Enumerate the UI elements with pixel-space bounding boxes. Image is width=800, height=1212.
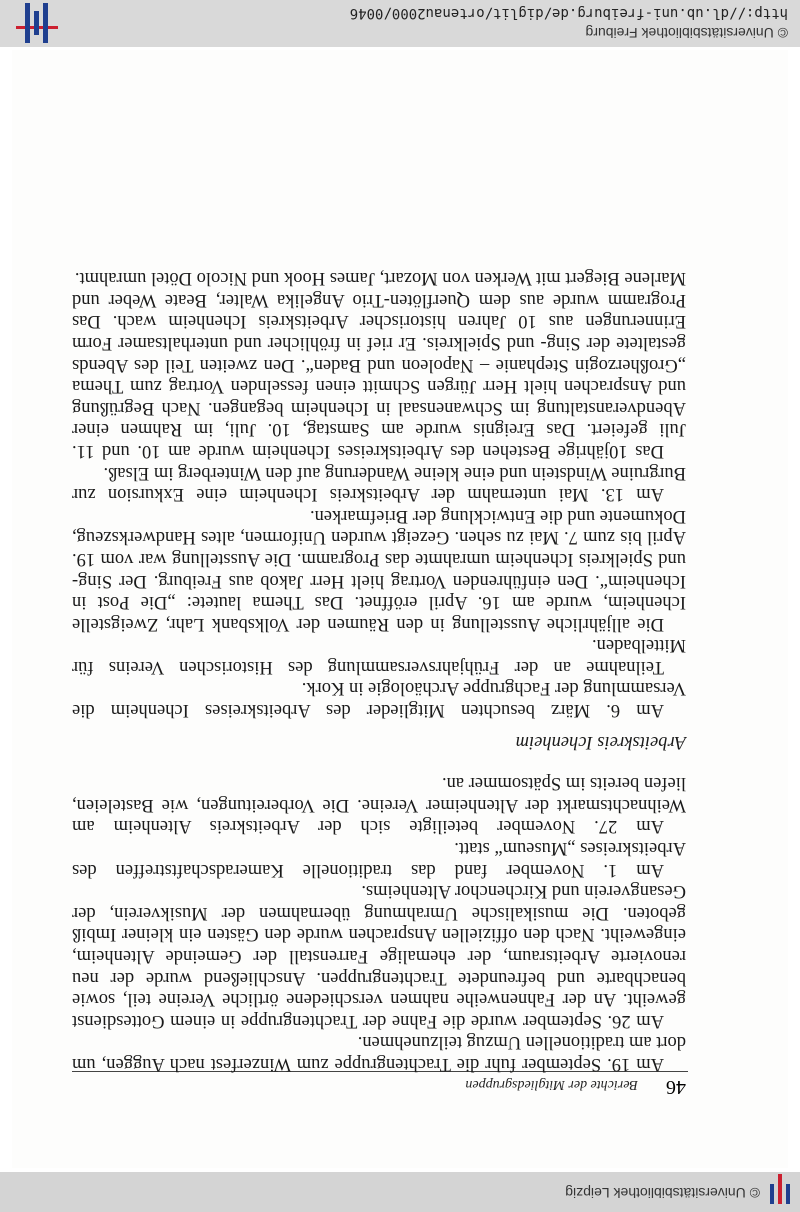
library-credit: © Universitätsbibliothek Leipzig [565, 1185, 760, 1201]
viewer-top-bar [0, 1172, 800, 1212]
paragraph: Teilnahme an der Frühjahrsversammlung des Historischen Vereins für Mittelbaden. [72, 635, 686, 677]
paragraph: Am 1. November fand das traditionelle Kameradschaftstreffen des Arbeitskreises „Museum“ statt. [72, 838, 686, 880]
scanned-page [12, 50, 788, 1168]
library-logo-icon [764, 1174, 794, 1204]
paragraph: Am 19. September fuhr die Trachtengruppe zum Winzerfest nach Auggen, um dort am traditionellen Umzug teilzunehmen. [72, 1032, 686, 1074]
section-heading: Arbeitskreis Ichenheim [515, 731, 686, 752]
library-credit-freiburg: © Universitätsbibliothek Freiburg [585, 25, 788, 41]
source-url[interactable]: http://dl.ub.uni-freiburg.de/diglit/ortenau2000/0046 [349, 5, 788, 21]
running-head: Berichte der Mitgliedsgruppen [465, 1077, 638, 1092]
paragraph: Am 6. März besuchten Mitglieder des Arbeitskreises Ichenheim die Versammlung der Fachgruppe Archäologie in Kork. [72, 678, 686, 721]
paragraph: Das 10jährige Bestehen des Arbeitskreises Ichenheim wurde am 10. und 11. Juli gefeiert. Das Ereignis wurde am Samstag, 10. Juli, im Rahmen einer Abendveranstaltung im Schwanensaal in Ichenheim begangen. Nach Begrüßung und Ansprachen hielt Herr Jürgen Schmitt einen fesselnden Vortrag zum Thema „Großherzogin Stephanie – Napoleon und Baden“. Den zweiten Teil des Abends gestaltete der Sing- und Spielkreis. Er rief in fröhlicher und unterhaltsamer Form Erinnerungen aus 10 Jahren historischer Arbeitskreis Ichenheim wach. Das Programm wurde aus dem Querflöten-Trio Angelika Walter, Beate Weber und Marlene Biegert mit Werken von Mozart, James Hook und Nicolo Dötel umrahmt. [72, 268, 686, 461]
paragraph: Am 13. Mai unternahm der Arbeitskreis Ichenheim eine Exkursion zur Burgruine Windstein und eine kleine Wanderung auf den Winterberg im Elsaß. [72, 462, 686, 505]
paragraph: Am 27. November beteiligte sich der Arbeitskreis Altenheim am Weihnachtsmarkt der Altenheimer Vereine. Die Vorbereitungen, wie Basteleien, liefen bereits im Spätsommer an. [72, 773, 686, 837]
page-number: 46 [666, 1076, 686, 1098]
paragraph: Die alljährliche Ausstellung in den Räumen der Volksbank Lahr, Zweigstelle Ichenheim, wurde am 16. April eröffnet. Das Thema lautete: „Die Post in Ichenheim“. Den einführenden Vortrag hielt Herr Jakob aus Freiburg. Der Sing- und Spielkreis Ichenheim umrahmte das Programm. Die Ausstellung war vom 19. April bis zum 7. Mai zu sehen. Gezeigt wurden Uniformen, altes Handwerkszeug, Dokumente und die Entwicklung der Briefmarken. [72, 505, 686, 634]
paragraph: Am 26. September wurde die Fahne der Trachtengruppe in einem Gottesdienst geweiht. An der Fahnenweihe nahmen verschiedene örtliche Vereine teil, sowie benachbarte und befreundete Trachtengruppen. Anschließend wurde der neu renovierte Arbeitsraum, der ehemalige Farrenstall der Gemeinde Altenheim, eingeweiht. Nach den offiziellen Ansprachen wurde den Gästen ein kleiner Imbiß geboten. Die musikalische Umrahmung übernahmen der Musikverein, der Gesangverein und Kirchenchor Altenheims. [72, 881, 686, 1031]
body-text [72, 267, 686, 1074]
viewer-bottom-bar [0, 0, 800, 47]
ub-logo-icon [16, 3, 58, 43]
